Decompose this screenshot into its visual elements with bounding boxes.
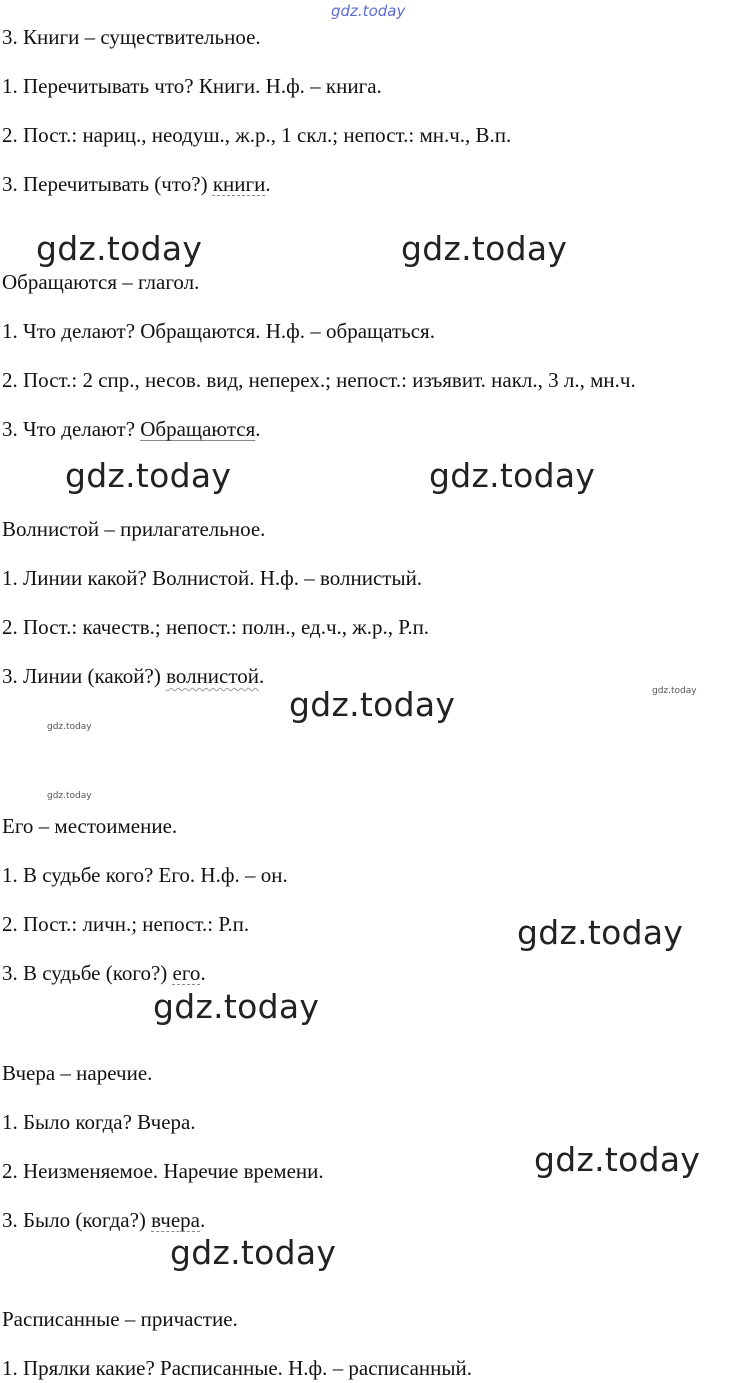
line-1-q1: 1. Перечитывать что? Книги. Н.ф. – книга. — [2, 74, 382, 98]
line-5-q3 — [2, 1207, 205, 1233]
watermark-small: gdz.today — [47, 722, 92, 732]
line-1-q3-pre: 3. Перечитывать (что?) — [2, 172, 213, 196]
line-5-heading: Вчера – наречие. — [2, 1061, 153, 1085]
line-3-heading: Волнистой – прилагательное. — [2, 517, 266, 541]
line-4-q3-pre: 3. В судьбе (кого?) — [2, 961, 173, 985]
line-5-q1: 1. Было когда? Вчера. — [2, 1110, 196, 1134]
watermark-big: gdz.today — [153, 987, 320, 1026]
watermark-big: gdz.today — [36, 229, 203, 268]
line-2-q3 — [2, 416, 261, 442]
watermark-big: gdz.today — [401, 229, 568, 268]
line-3-q3-underlined-word: волнистой — [166, 664, 260, 688]
line-1-q3-post: . — [265, 172, 271, 196]
line-3-q2: 2. Пост.: качеств.; непост.: полн., ед.ч., ж.р., Р.п. — [2, 615, 430, 639]
line-6-q1: 1. Прялки какие? Расписанные. Н.ф. – расписанный. — [2, 1356, 472, 1380]
watermark-big: gdz.today — [170, 1233, 337, 1272]
line-1-heading: 3. Книги – существительное. — [2, 25, 261, 49]
line-3-q1: 1. Линии какой? Волнистой. Н.ф. – волнистый. — [2, 566, 423, 590]
line-1-q3-underlined-word: книги — [212, 172, 266, 196]
watermark-top: gdz.today — [331, 2, 406, 20]
line-4-q3-underlined-word: его — [172, 961, 201, 985]
line-1-q2: 2. Пост.: нариц., неодуш., ж.р., 1 скл.; непост.: мн.ч., В.п. — [2, 123, 512, 147]
line-4-q1: 1. В судьбе кого? Его. Н.ф. – он. — [2, 863, 288, 887]
watermark-big: gdz.today — [534, 1140, 701, 1179]
watermark-big: gdz.today — [517, 913, 684, 952]
line-4-heading: Его – местоимение. — [2, 814, 178, 838]
watermark-big: gdz.today — [289, 685, 456, 724]
line-3-q3 — [2, 663, 264, 689]
watermark-big: gdz.today — [429, 456, 596, 495]
line-5-q3-post: . — [200, 1208, 206, 1232]
line-5-q2: 2. Неизменяемое. Наречие времени. — [2, 1159, 324, 1183]
line-2-q1: 1. Что делают? Обращаются. Н.ф. – обращаться. — [2, 319, 435, 343]
line-2-q3-post: . — [255, 417, 261, 441]
line-1-q3 — [2, 171, 271, 197]
line-5-q3-underlined-word: вчера — [151, 1208, 200, 1232]
line-2-q3-underlined-word: Обращаются — [140, 417, 256, 441]
watermark-small: gdz.today — [652, 686, 697, 696]
line-2-heading: Обращаются – глагол. — [2, 270, 200, 294]
line-3-q3-post: . — [259, 664, 265, 688]
watermark-small: gdz.today — [47, 791, 92, 801]
line-4-q3 — [2, 960, 206, 986]
line-4-q2: 2. Пост.: личн.; непост.: Р.п. — [2, 912, 250, 936]
line-4-q3-post: . — [200, 961, 206, 985]
line-6-heading: Расписанные – причастие. — [2, 1307, 238, 1331]
line-5-q3-pre: 3. Было (когда?) — [2, 1208, 152, 1232]
line-2-q3-pre: 3. Что делают? — [2, 417, 141, 441]
watermark-big: gdz.today — [65, 456, 232, 495]
line-2-q2: 2. Пост.: 2 спр., несов. вид, неперех.; непост.: изъявит. накл., 3 л., мн.ч. — [2, 368, 636, 392]
line-3-q3-pre: 3. Линии (какой?) — [2, 664, 167, 688]
